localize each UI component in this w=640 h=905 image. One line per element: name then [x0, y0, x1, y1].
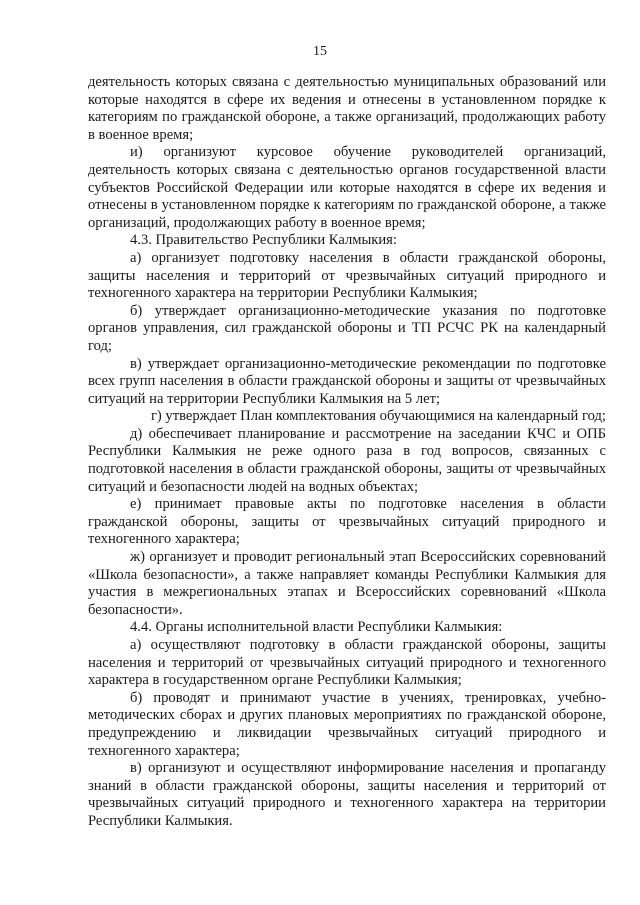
paragraph-4-4-v: в) организуют и осуществляют информирование населения и пропаганду знаний в области гражданской обороны, защиты населения и территорий от чрезвычайных ситуаций природного и техногенного характера на территории Республики Калмыкия.	[88, 760, 606, 829]
paragraph-4-4-a: а) осуществляют подготовку в области гражданской обороны, защиты населения и территорий от чрезвычайных ситуаций природного и техногенного характера в государственном органе Республики Калмыкия;	[88, 637, 606, 689]
paragraph-4-3-e: е) принимает правовые акты по подготовке населения в области гражданской обороны, защиты от чрезвычайных ситуаций природного и техногенного характера;	[88, 496, 606, 548]
paragraph-4-3-a: а) организует подготовку населения в области гражданской обороны, защиты населения и территорий от чрезвычайных ситуаций природного и техногенного характера на территории Республики Калмыкия;	[88, 249, 606, 302]
paragraph-4-3-b: б) утверждает организационно-методические указания по подготовке органов управления, сил гражданской обороны и ТП РСЧС РК на календарный год;	[88, 302, 606, 354]
paragraph-4-3-d: д) обеспечивает планирование и рассмотрение на заседании КЧС и ОПБ Республики Калмыкия не реже одного раза в год вопросов, связанных с подготовкой населения в области гражданской обороны, защиты от чрезвычайных ситуаций и безопасности людей на водных объектах;	[88, 425, 606, 495]
page-number: 15	[313, 44, 327, 59]
paragraph-continuation: деятельность которых связана с деятельностью муниципальных образований или которые находятся в сфере их ведения и отнесены в установленном порядке к категориям по гражданской обороне, а также организаций, продолжающих работу в военное время;	[88, 74, 606, 143]
paragraph-item-i: и) организуют курсовое обучение руководителей организаций, деятельность которых связана с деятельностью органов государственной власти субъектов Российской Федерации или которые находятся в сфере их ведения и отнесены в установленном порядке к категориям по гражданской обороне, а также организаций, продолжающих работу в военное время;	[88, 144, 606, 231]
paragraph-4-3-zh: ж) организует и проводит региональный этап Всероссийских соревнований «Школа безопасности», а также направляет команды Республики Калмыкия для участия в межрегиональных этапах и Всероссийских соревнований «Школа безопасности».	[88, 549, 606, 618]
section-heading-4-3: 4.3. Правительство Республики Калмыкия:	[130, 232, 397, 249]
paragraph-4-3-v: в) утверждает организационно-методические рекомендации по подготовке всех групп населения в области гражданской обороны и защиты от чрезвычайных ситуаций на территории Республики Калмыкия на 5 лет;	[88, 355, 606, 407]
paragraph-4-3-g: г) утверждает План комплектования обучающимися на календарный год;	[150, 408, 606, 425]
paragraph-4-4-b: б) проводят и принимают участие в учениях, тренировках, учебно-методических сборах и других плановых мероприятиях по гражданской обороне, предупреждению и ликвидации чрезвычайных ситуаций природного и техногенного характера;	[88, 689, 606, 759]
document-body	[88, 74, 606, 831]
section-heading-4-4: 4.4. Органы исполнительной власти Республики Калмыкия:	[130, 619, 503, 636]
